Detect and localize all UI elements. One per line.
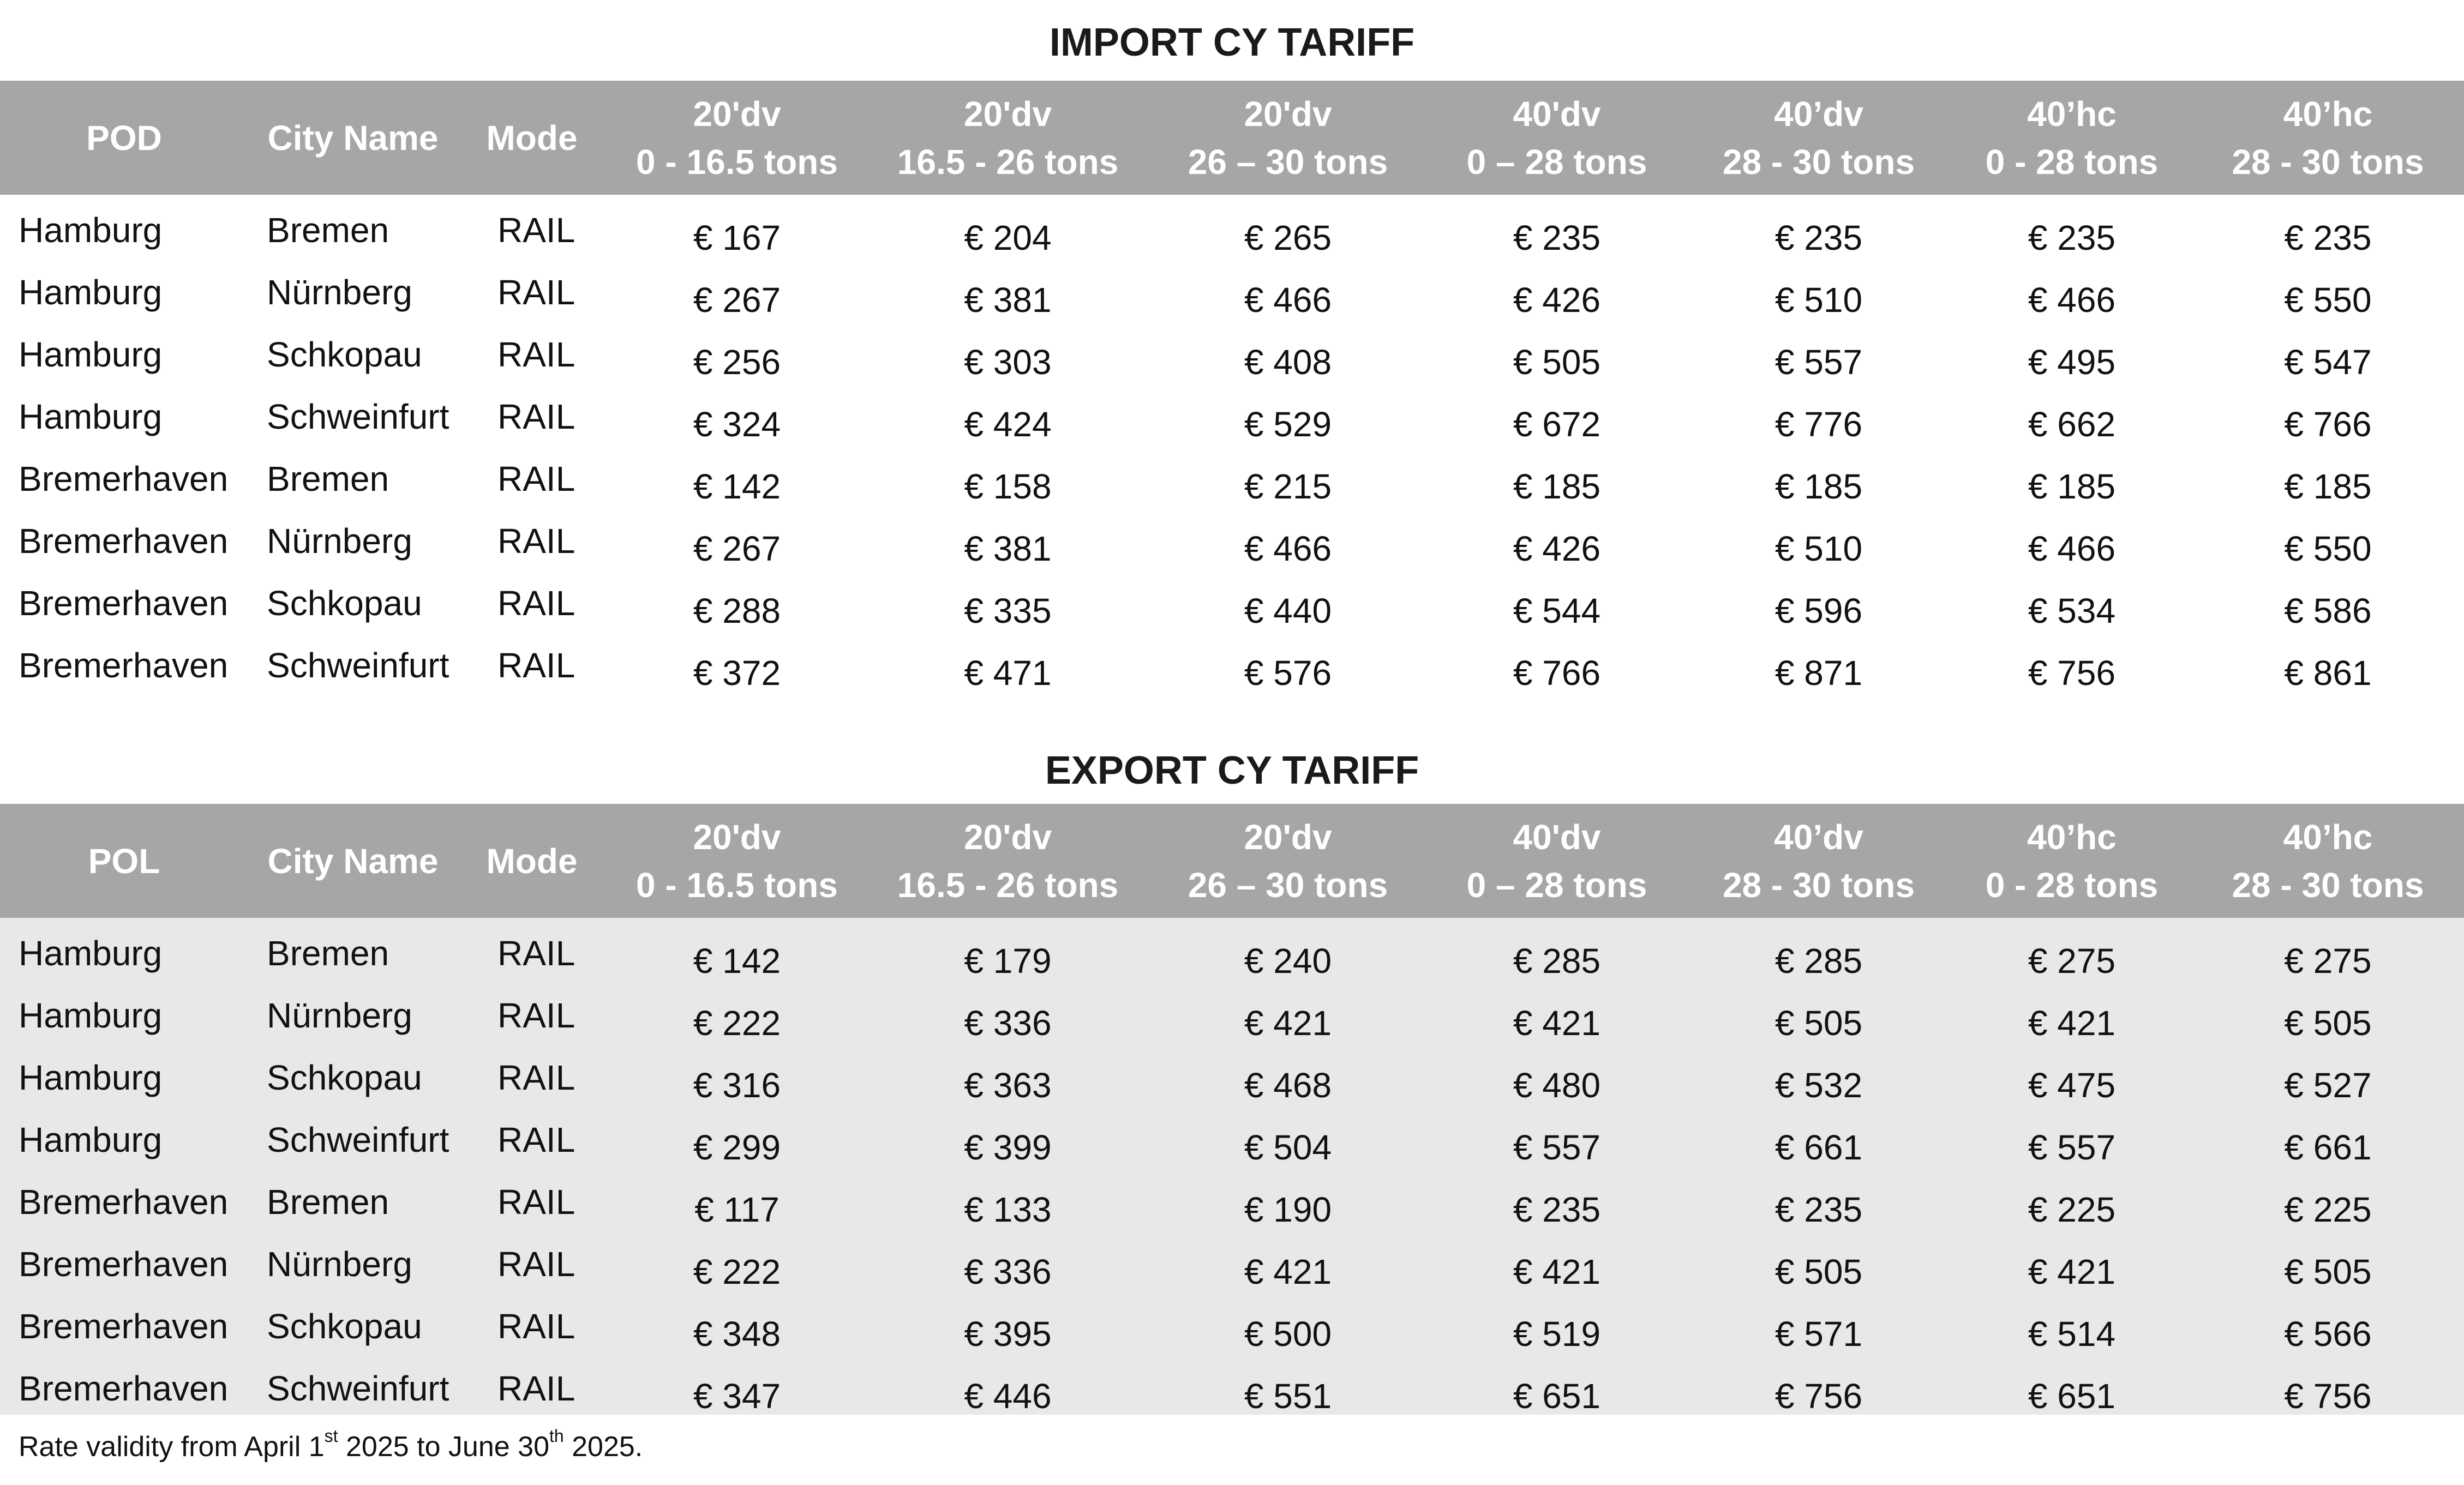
table-row (0, 1113, 2464, 1175)
footnote-prefix: Rate validity from April 1 (19, 1431, 325, 1463)
cell-rate: € 215 (1244, 467, 1332, 506)
header-mode (458, 81, 606, 195)
header-rate-6 (1952, 804, 2192, 918)
cell-rate: € 500 (1244, 1314, 1332, 1354)
cell-rate: € 235 (1774, 1190, 1863, 1229)
header-rate-type: 20'dv (1244, 94, 1332, 134)
cell-rate: € 505 (1774, 1252, 1863, 1291)
cell-rate: € 596 (1774, 591, 1863, 630)
cell-rate: € 324 (693, 405, 781, 444)
cell-city: Bremen (267, 211, 389, 250)
cell-rate: € 288 (693, 591, 781, 630)
cell-mode: RAIL (497, 335, 575, 374)
header-mode-label: Mode (486, 118, 578, 158)
cell-rate: € 190 (1244, 1190, 1332, 1229)
cell-rate: € 421 (1244, 1252, 1332, 1291)
cell-rate: € 466 (2028, 280, 2116, 320)
cell-rate: € 336 (964, 1252, 1052, 1291)
cell-city: Schkopau (267, 335, 422, 374)
cell-rate: € 348 (693, 1314, 781, 1354)
table-row (0, 514, 2464, 576)
cell-rate: € 395 (964, 1314, 1052, 1354)
export-table-body (0, 918, 2464, 1415)
table-row (0, 452, 2464, 514)
table-row (0, 926, 2464, 988)
cell-rate: € 871 (1774, 653, 1863, 693)
cell-city: Nürnberg (267, 1244, 412, 1284)
header-rate-4 (1428, 81, 1686, 195)
cell-rate: € 532 (1774, 1066, 1863, 1105)
header-rate-weight: 0 - 16.5 tons (636, 142, 838, 182)
cell-rate: € 557 (2028, 1128, 2116, 1167)
cell-port: Bremerhaven (19, 459, 229, 498)
header-port-label: POL (88, 841, 160, 881)
cell-rate: € 381 (964, 280, 1052, 320)
cell-rate: € 651 (1513, 1376, 1601, 1416)
cell-rate: € 235 (1513, 218, 1601, 257)
cell-port: Hamburg (19, 211, 163, 250)
table-row (0, 203, 2464, 265)
cell-rate: € 185 (1774, 467, 1863, 506)
cell-city: Bremen (267, 459, 389, 498)
cell-rate: € 661 (2284, 1128, 2372, 1167)
table-row (0, 1361, 2464, 1423)
header-city-name (248, 804, 458, 918)
table-row (0, 638, 2464, 700)
cell-port: Bremerhaven (19, 1307, 229, 1346)
header-rate-type: 40’dv (1774, 94, 1863, 134)
header-rate-weight: 28 - 30 tons (2232, 142, 2424, 182)
footnote-sup-th: th (549, 1426, 564, 1446)
cell-mode: RAIL (497, 996, 575, 1035)
header-rate-1 (606, 81, 868, 195)
header-rate-weight: 28 - 30 tons (1722, 865, 1915, 905)
export-tariff-table (0, 804, 2464, 1415)
cell-rate: € 285 (1513, 941, 1601, 981)
header-rate-type: 40'dv (1513, 817, 1601, 857)
cell-rate: € 505 (2284, 1252, 2372, 1291)
header-rate-type: 20'dv (693, 817, 781, 857)
cell-rate: € 661 (1774, 1128, 1863, 1167)
cell-rate: € 179 (964, 941, 1052, 981)
table-row (0, 389, 2464, 452)
cell-mode: RAIL (497, 1369, 575, 1408)
header-rate-weight: 28 - 30 tons (2232, 865, 2424, 905)
cell-rate: € 381 (964, 529, 1052, 568)
table-row (0, 1299, 2464, 1361)
cell-rate: € 235 (1774, 218, 1863, 257)
cell-port: Hamburg (19, 934, 163, 973)
cell-mode: RAIL (497, 1244, 575, 1284)
header-rate-4 (1428, 804, 1686, 918)
cell-rate: € 766 (2284, 405, 2372, 444)
cell-rate: € 421 (1244, 1003, 1332, 1043)
cell-rate: € 235 (2284, 218, 2372, 257)
cell-rate: € 421 (1513, 1252, 1601, 1291)
cell-rate: € 222 (693, 1252, 781, 1291)
cell-rate: € 421 (2028, 1003, 2116, 1043)
cell-rate: € 222 (693, 1003, 781, 1043)
cell-mode: RAIL (497, 1307, 575, 1346)
cell-mode: RAIL (497, 521, 575, 561)
header-city-label: City Name (267, 841, 439, 881)
header-rate-type: 40’hc (2027, 94, 2117, 134)
cell-port: Bremerhaven (19, 646, 229, 685)
cell-city: Schweinfurt (267, 646, 449, 685)
cell-port: Hamburg (19, 273, 163, 312)
header-rate-weight: 26 – 30 tons (1188, 142, 1388, 182)
cell-rate: € 576 (1244, 653, 1332, 693)
cell-rate: € 285 (1774, 941, 1863, 981)
cell-rate: € 204 (964, 218, 1052, 257)
cell-city: Bremen (267, 1182, 389, 1222)
header-rate-type: 20'dv (1244, 817, 1332, 857)
cell-rate: € 167 (693, 218, 781, 257)
header-rate-weight: 0 – 28 tons (1466, 142, 1647, 182)
cell-mode: RAIL (497, 646, 575, 685)
cell-rate: € 347 (693, 1376, 781, 1416)
header-mode-label: Mode (486, 841, 578, 881)
cell-rate: € 672 (1513, 405, 1601, 444)
cell-rate: € 534 (2028, 591, 2116, 630)
cell-rate: € 557 (1513, 1128, 1601, 1167)
cell-rate: € 117 (694, 1190, 780, 1229)
cell-rate: € 504 (1244, 1128, 1332, 1167)
cell-rate: € 363 (964, 1066, 1052, 1105)
cell-mode: RAIL (497, 1120, 575, 1159)
header-rate-weight: 16.5 - 26 tons (897, 142, 1119, 182)
cell-port: Bremerhaven (19, 521, 229, 561)
cell-rate: € 550 (2284, 280, 2372, 320)
cell-rate: € 547 (2284, 342, 2372, 382)
cell-rate: € 505 (2284, 1003, 2372, 1043)
cell-rate: € 235 (2028, 218, 2116, 257)
cell-rate: € 267 (693, 280, 781, 320)
header-rate-1 (606, 804, 868, 918)
table-row (0, 1175, 2464, 1237)
cell-rate: € 571 (1774, 1314, 1863, 1354)
cell-rate: € 225 (2284, 1190, 2372, 1229)
header-port-label: POD (86, 118, 162, 158)
cell-rate: € 471 (964, 653, 1052, 693)
cell-port: Hamburg (19, 1058, 163, 1097)
header-pod (0, 81, 248, 195)
header-rate-5 (1686, 804, 1952, 918)
cell-rate: € 756 (2284, 1376, 2372, 1416)
header-city-label: City Name (267, 118, 439, 158)
cell-rate: € 529 (1244, 405, 1332, 444)
cell-rate: € 468 (1244, 1066, 1332, 1105)
import-table-header (0, 81, 2464, 195)
cell-rate: € 225 (2028, 1190, 2116, 1229)
header-rate-6 (1952, 81, 2192, 195)
cell-rate: € 510 (1774, 529, 1863, 568)
export-title: EXPORT CY TARIFF (1045, 749, 1419, 792)
footnote-sup-st: st (324, 1426, 338, 1446)
footnote-suffix: 2025. (563, 1431, 643, 1463)
cell-city: Nürnberg (267, 996, 412, 1035)
cell-rate: € 662 (2028, 405, 2116, 444)
header-rate-7 (2192, 804, 2464, 918)
cell-rate: € 766 (1513, 653, 1601, 693)
cell-rate: € 440 (1244, 591, 1332, 630)
import-table-body (0, 195, 2464, 692)
header-rate-type: 40’dv (1774, 817, 1863, 857)
header-rate-2 (868, 81, 1148, 195)
header-rate-weight: 28 - 30 tons (1722, 142, 1915, 182)
cell-rate: € 586 (2284, 591, 2372, 630)
cell-rate: € 651 (2028, 1376, 2116, 1416)
table-row (0, 1237, 2464, 1299)
cell-rate: € 275 (2284, 941, 2372, 981)
cell-rate: € 466 (1244, 529, 1332, 568)
cell-rate: € 510 (1774, 280, 1863, 320)
header-mode (458, 804, 606, 918)
table-row (0, 1050, 2464, 1113)
cell-mode: RAIL (497, 1182, 575, 1222)
cell-rate: € 421 (1513, 1003, 1601, 1043)
cell-rate: € 550 (2284, 529, 2372, 568)
cell-rate: € 861 (2284, 653, 2372, 693)
cell-rate: € 185 (2028, 467, 2116, 506)
footnote-middle: 2025 to June 30 (338, 1431, 549, 1463)
header-rate-2 (868, 804, 1148, 918)
cell-mode: RAIL (497, 934, 575, 973)
cell-city: Nürnberg (267, 521, 412, 561)
cell-rate: € 133 (964, 1190, 1052, 1229)
cell-rate: € 185 (2284, 467, 2372, 506)
cell-rate: € 142 (693, 467, 781, 506)
cell-rate: € 557 (1774, 342, 1863, 382)
header-rate-type: 20'dv (963, 94, 1052, 134)
header-rate-weight: 26 – 30 tons (1188, 865, 1388, 905)
header-rate-5 (1686, 81, 1952, 195)
cell-rate: € 142 (693, 941, 781, 981)
cell-port: Bremerhaven (19, 1244, 229, 1284)
cell-rate: € 519 (1513, 1314, 1601, 1354)
cell-rate: € 505 (1513, 342, 1601, 382)
header-rate-weight: 0 – 28 tons (1466, 865, 1647, 905)
table-row (0, 988, 2464, 1050)
cell-mode: RAIL (497, 273, 575, 312)
cell-port: Hamburg (19, 996, 163, 1035)
cell-rate: € 756 (1774, 1376, 1863, 1416)
cell-rate: € 275 (2028, 941, 2116, 981)
cell-rate: € 756 (2028, 653, 2116, 693)
cell-city: Schweinfurt (267, 397, 449, 436)
cell-rate: € 480 (1513, 1066, 1601, 1105)
import-tariff-table (0, 81, 2464, 692)
cell-rate: € 566 (2284, 1314, 2372, 1354)
header-rate-weight: 0 - 28 tons (1985, 865, 2159, 905)
header-pol (0, 804, 248, 918)
header-rate-weight: 0 - 28 tons (1985, 142, 2159, 182)
cell-rate: € 240 (1244, 941, 1332, 981)
cell-rate: € 424 (964, 405, 1052, 444)
header-city-name (248, 81, 458, 195)
cell-city: Schkopau (267, 584, 422, 623)
cell-port: Hamburg (19, 397, 163, 436)
header-rate-type: 20'dv (963, 817, 1052, 857)
header-rate-weight: 0 - 16.5 tons (636, 865, 838, 905)
header-rate-type: 40’hc (2027, 817, 2117, 857)
table-row (0, 576, 2464, 638)
table-row (0, 327, 2464, 389)
cell-port: Bremerhaven (19, 584, 229, 623)
cell-port: Bremerhaven (19, 1369, 229, 1408)
cell-port: Hamburg (19, 1120, 163, 1159)
cell-rate: € 235 (1513, 1190, 1601, 1229)
cell-rate: € 335 (964, 591, 1052, 630)
cell-rate: € 185 (1513, 467, 1601, 506)
cell-mode: RAIL (497, 397, 575, 436)
cell-city: Bremen (267, 934, 389, 973)
header-rate-weight: 16.5 - 26 tons (897, 865, 1119, 905)
cell-rate: € 336 (964, 1003, 1052, 1043)
cell-city: Schkopau (267, 1058, 422, 1097)
cell-rate: € 299 (693, 1128, 781, 1167)
cell-mode: RAIL (497, 459, 575, 498)
cell-rate: € 544 (1513, 591, 1601, 630)
cell-rate: € 527 (2284, 1066, 2372, 1105)
cell-mode: RAIL (497, 584, 575, 623)
cell-rate: € 466 (2028, 529, 2116, 568)
header-rate-type: 40’hc (2283, 94, 2373, 134)
cell-mode: RAIL (497, 211, 575, 250)
cell-rate: € 495 (2028, 342, 2116, 382)
cell-city: Schkopau (267, 1307, 422, 1346)
cell-city: Schweinfurt (267, 1120, 449, 1159)
cell-rate: € 303 (964, 342, 1052, 382)
cell-rate: € 372 (693, 653, 781, 693)
cell-rate: € 505 (1774, 1003, 1863, 1043)
rate-validity-note (19, 1428, 643, 1466)
export-table-header (0, 804, 2464, 918)
cell-rate: € 475 (2028, 1066, 2116, 1105)
cell-rate: € 446 (964, 1376, 1052, 1416)
cell-rate: € 267 (693, 529, 781, 568)
table-row (0, 265, 2464, 327)
cell-rate: € 466 (1244, 280, 1332, 320)
cell-port: Bremerhaven (19, 1182, 229, 1222)
cell-rate: € 776 (1774, 405, 1863, 444)
import-title: IMPORT CY TARIFF (1049, 21, 1415, 64)
cell-city: Schweinfurt (267, 1369, 449, 1408)
cell-port: Hamburg (19, 335, 163, 374)
header-rate-3 (1148, 81, 1428, 195)
cell-rate: € 514 (2028, 1314, 2116, 1354)
header-rate-type: 20'dv (693, 94, 781, 134)
header-rate-type: 40’hc (2283, 817, 2373, 857)
cell-rate: € 426 (1513, 529, 1601, 568)
header-rate-type: 40'dv (1513, 94, 1601, 134)
cell-rate: € 256 (693, 342, 781, 382)
cell-rate: € 426 (1513, 280, 1601, 320)
cell-mode: RAIL (497, 1058, 575, 1097)
cell-city: Nürnberg (267, 273, 412, 312)
cell-rate: € 265 (1244, 218, 1332, 257)
cell-rate: € 399 (964, 1128, 1052, 1167)
cell-rate: € 421 (2028, 1252, 2116, 1291)
cell-rate: € 551 (1244, 1376, 1332, 1416)
header-rate-7 (2192, 81, 2464, 195)
header-rate-3 (1148, 804, 1428, 918)
cell-rate: € 316 (693, 1066, 781, 1105)
cell-rate: € 158 (964, 467, 1052, 506)
cell-rate: € 408 (1244, 342, 1332, 382)
